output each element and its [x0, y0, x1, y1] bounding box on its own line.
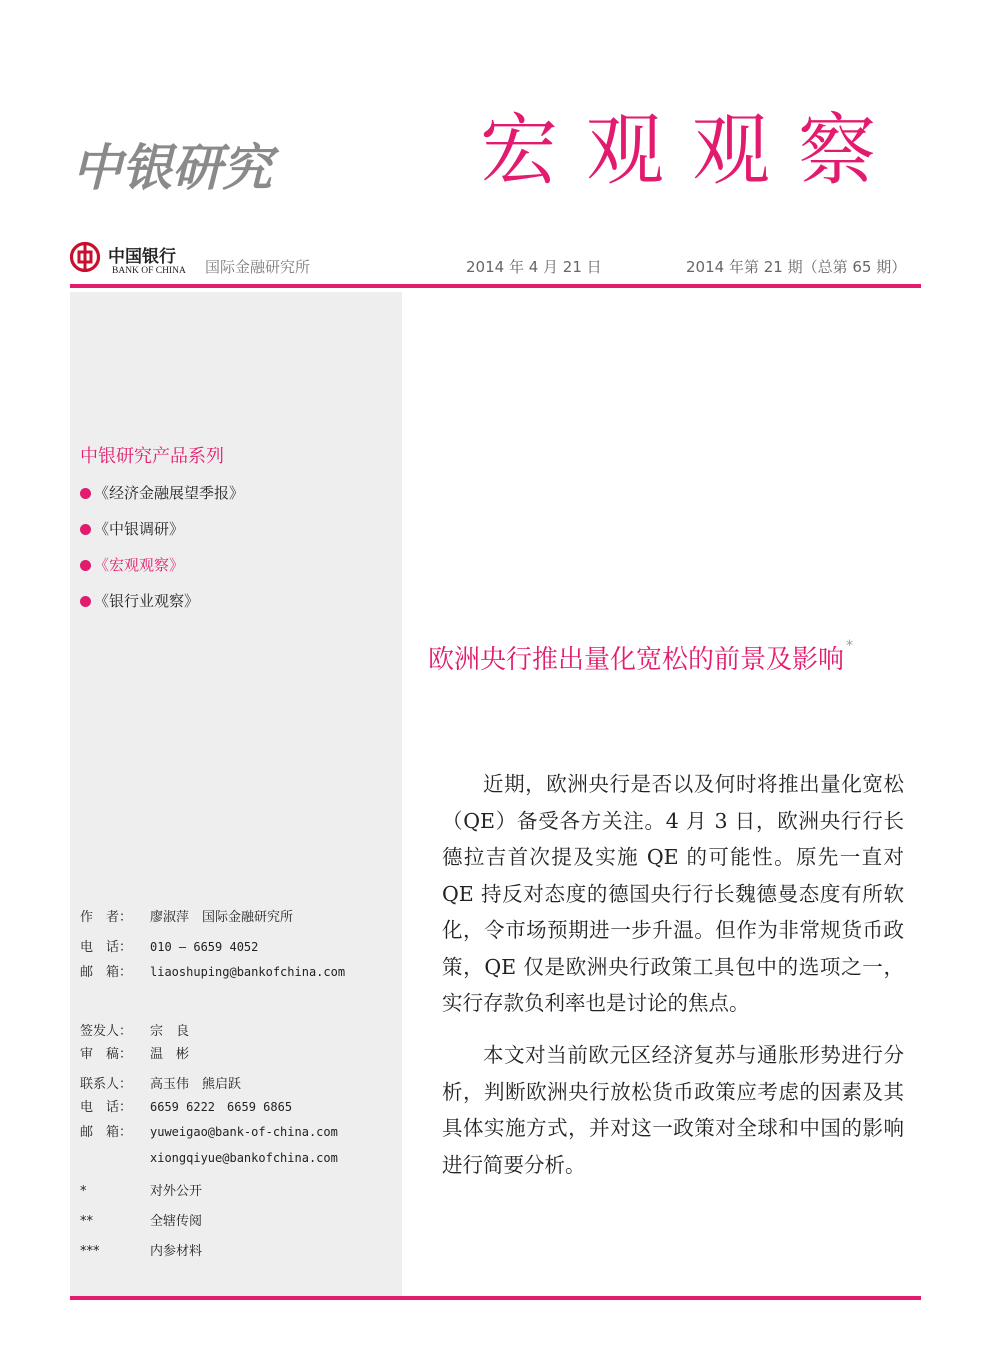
signer-row: [80, 1020, 189, 1039]
series-item: [80, 482, 244, 503]
phone-label: 电 话：: [80, 940, 133, 955]
contact-phone-row: [80, 1096, 292, 1115]
author-value: 廖淑萍 国际金融研究所: [150, 910, 294, 925]
contact-phone-value: 6659 6222 6659 6865: [150, 1100, 293, 1114]
phone-row: [80, 936, 258, 955]
classification-mark: ***: [80, 1244, 100, 1259]
signer-value: 宗 良: [150, 1024, 190, 1039]
contact-email2-value: xiongqiyue@bankofchina.com: [150, 1151, 338, 1165]
bank-of-china-icon: [70, 242, 100, 272]
article-title-text: 欧洲央行推出量化宽松的前景及影响: [428, 645, 845, 675]
series-item-current: [80, 554, 184, 575]
footnote-mark: *: [846, 638, 854, 654]
contact-label: 联系人：: [80, 1077, 133, 1092]
bank-logo-en: BANK OF CHINA: [112, 266, 186, 276]
institute-name: 国际金融研究所: [205, 258, 311, 276]
series-heading: 中银研究产品系列: [80, 446, 224, 467]
series-item-label: 《宏观观察》: [94, 556, 185, 574]
signer-label: 签发人：: [80, 1024, 133, 1039]
series-item-label: 《中银调研》: [94, 520, 185, 538]
bullet-dot-icon: [80, 560, 91, 571]
classification-mark: *: [80, 1184, 87, 1199]
classification-text: 对外公开: [150, 1184, 203, 1199]
contact-email2-row: [80, 1151, 338, 1166]
phone-value: 010 — 6659 4052: [150, 940, 259, 954]
classification-text: 全辖传阅: [150, 1214, 203, 1229]
reviewer-label: 审 稿：: [80, 1047, 133, 1062]
author-row: [80, 906, 293, 925]
classification-mark: **: [80, 1214, 93, 1229]
bullet-dot-icon: [80, 524, 91, 535]
article-title: [428, 638, 853, 676]
reviewer-row: [80, 1043, 189, 1062]
classification-row: [80, 1180, 202, 1199]
article-paragraph: 近期，欧洲央行是否以及何时将推出量化宽松（QE）备受各方关注。4 月 3 日，欧洲央行行长德拉吉首次提及实施 QE 的可能性。原先一直对 QE 持反对态度的德国央行行长魏德曼态度有所软化，令市场预期进一步升温。但作为非常规货币政策，QE 仅是欧洲央行政策工具包中的选项之一，实行存款负利率也是讨论的焦点。: [442, 772, 904, 1015]
author-label: 作 者：: [80, 910, 133, 925]
classification-text: 内参材料: [150, 1244, 203, 1259]
header-divider: [70, 284, 921, 288]
contact-value: 高玉伟 熊启跃: [150, 1077, 242, 1092]
brand-logo: 中银研究: [72, 138, 272, 197]
contact-email-value: yuweigao@bank-of-china.com: [150, 1125, 338, 1139]
bullet-dot-icon: [80, 488, 91, 499]
series-item-label: 《经济金融展望季报》: [94, 484, 245, 502]
contact-phone-label: 电 话：: [80, 1100, 133, 1115]
series-item-label: 《银行业观察》: [94, 592, 200, 610]
footer-divider: [70, 1296, 921, 1300]
issue-date: 2014 年 4 月 21 日: [466, 258, 602, 276]
contact-email-row: [80, 1121, 338, 1140]
classification-row: [80, 1240, 202, 1259]
email-label: 邮 箱：: [80, 965, 133, 980]
classification-row: [80, 1210, 202, 1229]
bullet-dot-icon: [80, 596, 91, 607]
email-row: [80, 961, 345, 980]
contact-row: [80, 1073, 241, 1092]
article-paragraph: 本文对当前欧元区经济复苏与通胀形势进行分析，判断欧洲央行放松货币政策应考虑的因素及其具体实施方式，并对这一政策对全球和中国的影响进行简要分析。: [442, 1043, 904, 1177]
email-value: liaoshuping@bankofchina.com: [150, 965, 346, 979]
page-title: 宏观观察: [480, 106, 905, 196]
contact-email-label: 邮 箱：: [80, 1125, 133, 1140]
issue-number: 2014 年第 21 期（总第 65 期）: [686, 258, 907, 276]
reviewer-value: 温 彬: [150, 1047, 190, 1062]
series-item: [80, 518, 184, 539]
bank-of-china-logo: [70, 242, 200, 282]
bank-logo-cn: 中国银行: [108, 247, 176, 267]
series-item: [80, 590, 199, 611]
